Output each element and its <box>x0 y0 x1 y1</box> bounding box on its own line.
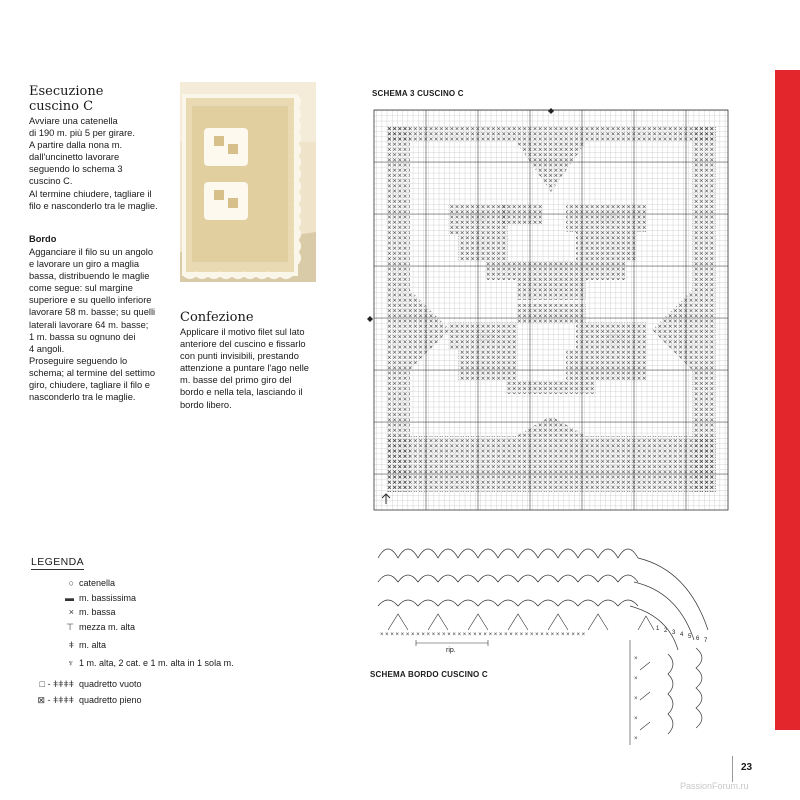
legend-item <box>32 620 135 634</box>
legend-item <box>32 656 234 670</box>
confezione-title: Confezione <box>180 310 254 325</box>
legend-item <box>32 591 136 605</box>
legend-label: 1 m. alta, 2 cat. e 1 m. alta in 1 sola m. <box>79 658 234 668</box>
confezione-text: Applicare il motivo filet sul lato anteriore del cuscino e fissarlo con punti invisibili, prestando attenzione a puntare l'ago nelle m. basse del primo giro del bordo e nella tela, lasciando il bordo libero. <box>180 327 309 410</box>
cushion-photo <box>180 82 316 282</box>
legend-item <box>32 605 116 619</box>
round-number: 2 <box>664 628 668 634</box>
legend-label: mezza m. alta <box>79 622 136 632</box>
cushion-photo-drawing <box>180 82 316 282</box>
legend-item <box>24 677 142 691</box>
schema-bordo-label: SCHEMA BORDO CUSCINO C <box>370 670 488 679</box>
page-number: 23 <box>741 762 753 773</box>
accent-side-bar <box>775 70 800 730</box>
half-double-crochet-icon: ⊤ <box>66 622 74 632</box>
execution-title-line1: Esecuzione <box>29 84 104 99</box>
bordo-title: Bordo <box>29 234 57 244</box>
svg-text:×: × <box>634 736 638 742</box>
single-crochet-icon: × <box>68 607 74 617</box>
legend-label: quadretto vuoto <box>79 679 142 689</box>
round-number: 3 <box>672 630 676 636</box>
svg-text:× × × × × × × × × × × × × × ×: × × × × × × × × × × × × × × × × × × × × × × × × × × × × × × × × × × × × × × × × <box>380 632 586 638</box>
open-mesh-icon: □ - ǂǂǂǂ <box>39 679 74 689</box>
slip-stitch-icon: ▬ <box>65 593 74 603</box>
legend-item <box>24 693 142 707</box>
round-number: 7 <box>704 638 708 644</box>
legend-item <box>32 638 106 652</box>
border-crochet-diagram <box>368 530 738 750</box>
svg-text:×: × <box>634 696 638 702</box>
bordo-text: Agganciare il filo su un angolo e lavorare un giro a maglia bassa, distribuendo le maglie come segue: sul margine superiore e su quello inferiore lavorare 58 m. basse; su quelli laterali lavorare 64 m. basse; 1 m. bassa su ognuno dei 4 angoli. Proseguire seguendo lo schema; al termine del settimo giro, chiudere, tagliare il filo e nasconderlo tra le maglie. <box>29 247 156 403</box>
execution-title-line2: cuscino C <box>29 99 94 114</box>
round-number: 4 <box>680 632 684 638</box>
filet-grid-chart <box>366 100 741 520</box>
execution-title <box>29 84 103 114</box>
execution-text: Avviare una catenella di 190 m. più 5 per girare. A partire dalla nona m. dall'uncinetto lavorare seguendo lo schema 3 cuscino C. Al termine chiudere, tagliare il filo e nasconderlo tra le maglie. <box>29 116 158 211</box>
svg-text:×: × <box>634 716 638 722</box>
legend-label: m. bassa <box>79 607 116 617</box>
legend-label: m. bassissima <box>79 593 137 603</box>
watermark: PassionForum.ru <box>680 781 749 791</box>
round-number: 6 <box>696 636 700 642</box>
legend-title: LEGENDA <box>31 556 84 568</box>
footer-divider <box>732 756 733 782</box>
legend-label: quadretto pieno <box>79 695 142 705</box>
round-number: 1 <box>656 626 660 632</box>
svg-text:×: × <box>634 656 638 662</box>
double-crochet-icon: ǂ <box>68 640 74 650</box>
legend-label: m. alta <box>79 640 107 650</box>
rip-label: rip. <box>446 647 456 654</box>
legend-item <box>32 576 115 590</box>
v-stitch-icon: ♆ <box>67 658 74 668</box>
round-number: 5 <box>688 634 692 640</box>
filled-mesh-icon: ⊠ - ǂǂǂǂ <box>37 695 74 705</box>
legend-label: catenella <box>79 578 116 588</box>
chain-icon: ○ <box>68 578 74 588</box>
svg-text:×: × <box>634 676 638 682</box>
schema3-label: SCHEMA 3 CUSCINO C <box>372 89 464 98</box>
